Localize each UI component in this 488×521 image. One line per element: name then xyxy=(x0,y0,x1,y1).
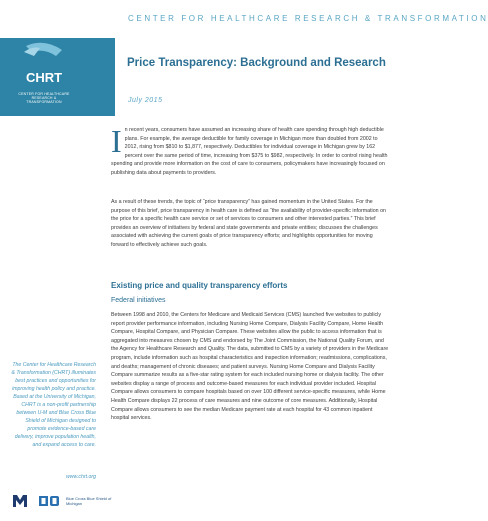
intro-text: n recent years, consumers have assumed an increasing share of health care spending through high deductible plans. For example, the average deductible for family coverage in Michigan more than doubled from 2002 to 2012, rising from $810 to $1,877, respectively. Deductibles for individual coverage in Michigan grew by 162 percent over the same period of time, increasing from $375 to $982, respectively. In order to control rising health spending and provide more information on the cost of care to consumers, policymakers have increasingly focused on publishing data about payments to providers. xyxy=(111,127,388,176)
partner-text: Blue Cross Blue Shield of Michigan xyxy=(66,496,112,506)
website-link[interactable]: www.chrt.org xyxy=(66,474,96,480)
bcbs-icon xyxy=(38,495,60,507)
definition-paragraph: As a result of these trends, the topic of “price transparency” has gained momentum in the United States. For the purpose of this brief, price transparency in health care is defined as “the availability of provider-specific information on the price for a specific health care service or set of services to consumers and other interested parties.” This brief provides an overview of initiatives by federal and state governments and private entities; discusses the challenges associated with achieving the current goals of price transparency efforts; and highlights opportunities for moving forward to effectively achieve such goals. xyxy=(111,199,386,248)
logo-subtitle: CENTER FOR HEALTHCARE RESEARCH & TRANSFORMATION xyxy=(18,92,70,104)
logo-text: CHRT xyxy=(25,70,63,85)
page-title: Price Transparency: Background and Research xyxy=(127,57,386,69)
org-name: CENTER FOR HEALTHCARE RESEARCH & TRANSFORMATION xyxy=(128,14,488,23)
chrt-logo xyxy=(18,40,70,114)
intro-paragraph xyxy=(111,123,389,178)
publication-date: July 2015 xyxy=(128,97,163,104)
header-panel xyxy=(115,38,400,116)
section-heading: Existing price and quality transparency efforts xyxy=(111,281,288,290)
drop-cap: I xyxy=(111,123,122,159)
michigan-m-icon xyxy=(12,493,28,509)
chrt-logo-icon xyxy=(18,40,70,92)
top-band xyxy=(0,14,488,26)
subsection-heading: Federal initiatives xyxy=(111,297,166,304)
federal-paragraph: Between 1998 and 2010, the Centers for Medicare and Medicaid Services (CMS) launched five websites to publicly report provider performance information, including Nursing Home Compare, Dialysis Facility Compare, Home Health Compare, Hospital Compare, and Physician Compare. These websites allow the public to access information that is aggregated into measures chosen by CMS and endorsed by The Joint Commission, the National Quality Forum, and the Agency for Healthcare Research and Quality. The data, submitted to CMS by a variety of providers in the Medicare program, include information such as hospital characteristics and inspection information; readmissions, complications, and deaths; management of chronic diseases; and patient surveys. Nursing Home Compare and Dialysis Facility Compare summarize results as a five-star rating system for each included nursing home or dialysis facility. The other websites display a range of process and outcome-based measures for each individual provider included. Hospital Compare allows consumers to compare hospitals based on over 100 different service-specific measures, while Home Health Compare displays 22 process of care measures and nine outcome of core measures. Additionally, Hospital Compare allows consumers to see the median Medicare payment rate at each hospital for 43 common inpatient hospital services. xyxy=(111,312,389,422)
sidebar-note: The Center for Healthcare Research & Transformation (CHRT) illuminates best practices and opportunities for improving health policy and practice. Based at the University of Michigan, CHRT is a non-profit partnership between U-M and Blue Cross Blue Shield of Michigan designed to promote evidence-based care delivery, improve population health, and expand access to care. xyxy=(11,362,96,448)
footer-logos xyxy=(8,489,138,515)
